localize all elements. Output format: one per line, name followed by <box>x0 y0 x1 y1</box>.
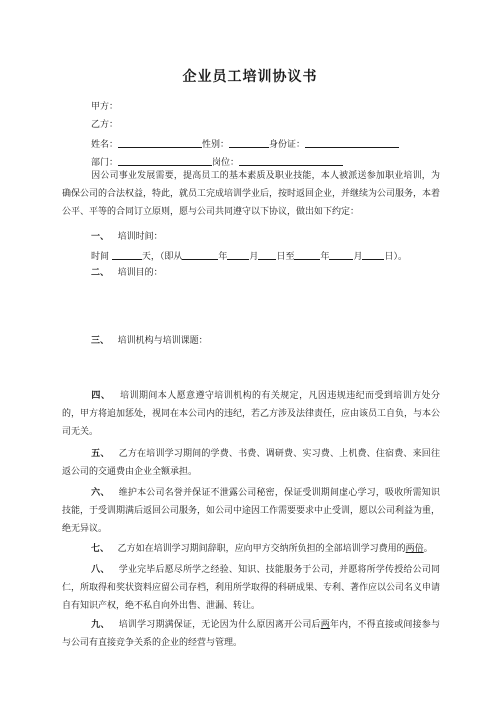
end-month-blank <box>329 249 353 260</box>
start-year-unit: 年 <box>218 252 228 262</box>
end-day-blank <box>362 249 384 260</box>
section-7-end: 。 <box>423 544 433 554</box>
party-a-label: 甲方： <box>91 102 119 112</box>
post-label: 岗位： <box>212 158 240 168</box>
days-blank <box>112 249 142 260</box>
training-time-line <box>91 249 407 263</box>
start-day-unit: 日至 <box>276 252 295 262</box>
section-4-text: 培训期间本人愿意遵守培训机构的有关规定，凡因违规违纪而受到培训方处分的，甲方将追加惩处，视同在本公司内的违纪，若乙方涉及法律责任，应由该员工自负，与本公司无关。 <box>62 391 441 437</box>
section-9-text-end: 年内，不得直接或间接参与与公司有直接竞争关系的企业的经营与管理。 <box>62 620 440 648</box>
section-8-num: 八、 <box>91 565 110 575</box>
dept-blank <box>118 155 212 166</box>
section-8 <box>62 561 440 615</box>
start-month-blank <box>227 249 249 260</box>
days-text: 天，（即从 <box>141 252 183 262</box>
section-3-num: 三、 <box>91 336 110 346</box>
party-b-label: 乙方： <box>91 120 119 130</box>
section-1-num: 一、 <box>91 232 110 242</box>
gender-blank <box>229 137 269 148</box>
section-1-text: 培训时间： <box>117 232 163 242</box>
section-2 <box>91 267 163 279</box>
start-year-blank <box>182 249 218 260</box>
start-day-blank <box>258 249 276 260</box>
end-year-unit: 年 <box>320 252 330 262</box>
section-7-num: 七、 <box>91 544 110 554</box>
name-blank <box>118 137 202 148</box>
section-8-text: 学业完毕后愿尽所学之经验、知识、技能服务于公司，并愿将所学传授给公司同仁，所取得和奖状资料应留公司存档，利用所学取得的科研成果、专利、著作应以公司名义申请自有知识产权，绝不私自向外出售、泄漏、转让。 <box>62 565 441 611</box>
section-6-num: 六、 <box>91 488 110 498</box>
section-1 <box>91 231 163 243</box>
dept-label: 部门： <box>91 158 119 168</box>
section-9-num: 九、 <box>91 620 110 630</box>
section-2-text: 培训目的： <box>117 268 163 278</box>
intro-paragraph <box>62 167 440 221</box>
id-label: 身份证： <box>269 140 306 150</box>
section-4 <box>62 387 440 441</box>
section-7-penalty: 两倍 <box>405 544 424 554</box>
section-9 <box>62 616 440 652</box>
time-label: 时间 <box>91 252 110 262</box>
gender-label: 性别： <box>202 140 230 150</box>
end-day-unit: 日）。 <box>384 252 407 262</box>
section-5-num: 五、 <box>91 449 110 459</box>
section-6 <box>62 484 440 538</box>
section-5 <box>62 445 440 481</box>
section-6-text: 维护本公司名誉并保证不泄露公司秘密，保证受训期间虚心学习，吸收所需知识技能，于受训期满后返回公司服务，如公司中途因工作需要要求中止受训，愿以公司利益为重，绝无异议。 <box>62 488 441 534</box>
post-blank <box>239 155 343 166</box>
id-blank <box>305 137 399 148</box>
end-month-unit: 月 <box>353 252 363 262</box>
name-label: 姓名： <box>91 140 119 150</box>
section-3 <box>91 335 208 347</box>
intro-text: 因公司事业发展需要，提高员工的基本素质及职业技能，本人被派送参加职业培训，为确保公司的合法权益，特此，就员工完成培训学业后，按时返回企业，并继续为公司服务，本着公平、平等的合同订立原则，愿与公司共同遵守以下协议，做出如下约定： <box>62 171 441 217</box>
section-7-text: 乙方如在培训学习期间辞职，应向甲方交纳所负担的全部培训学习费用的 <box>117 544 406 554</box>
end-year-blank <box>294 249 320 260</box>
start-month-unit: 月 <box>249 252 259 262</box>
section-4-num: 四、 <box>91 391 111 401</box>
page-title: 企业员工培训协议书 <box>182 69 318 85</box>
section-5-text: 乙方在培训学习期间的学费、书费、调研费、实习费、上机费、住宿费、来回往返公司的交通费由企业全额承担。 <box>62 449 440 477</box>
info-row-1 <box>91 137 399 151</box>
section-3-text: 培训机构与培训课题： <box>117 336 208 346</box>
section-2-num: 二、 <box>91 268 110 278</box>
section-9-text: 培训学习期满保证，无论因为什么原因离开公司后 <box>118 620 321 630</box>
section-7 <box>62 540 440 558</box>
section-9-years: 两 <box>320 620 330 630</box>
